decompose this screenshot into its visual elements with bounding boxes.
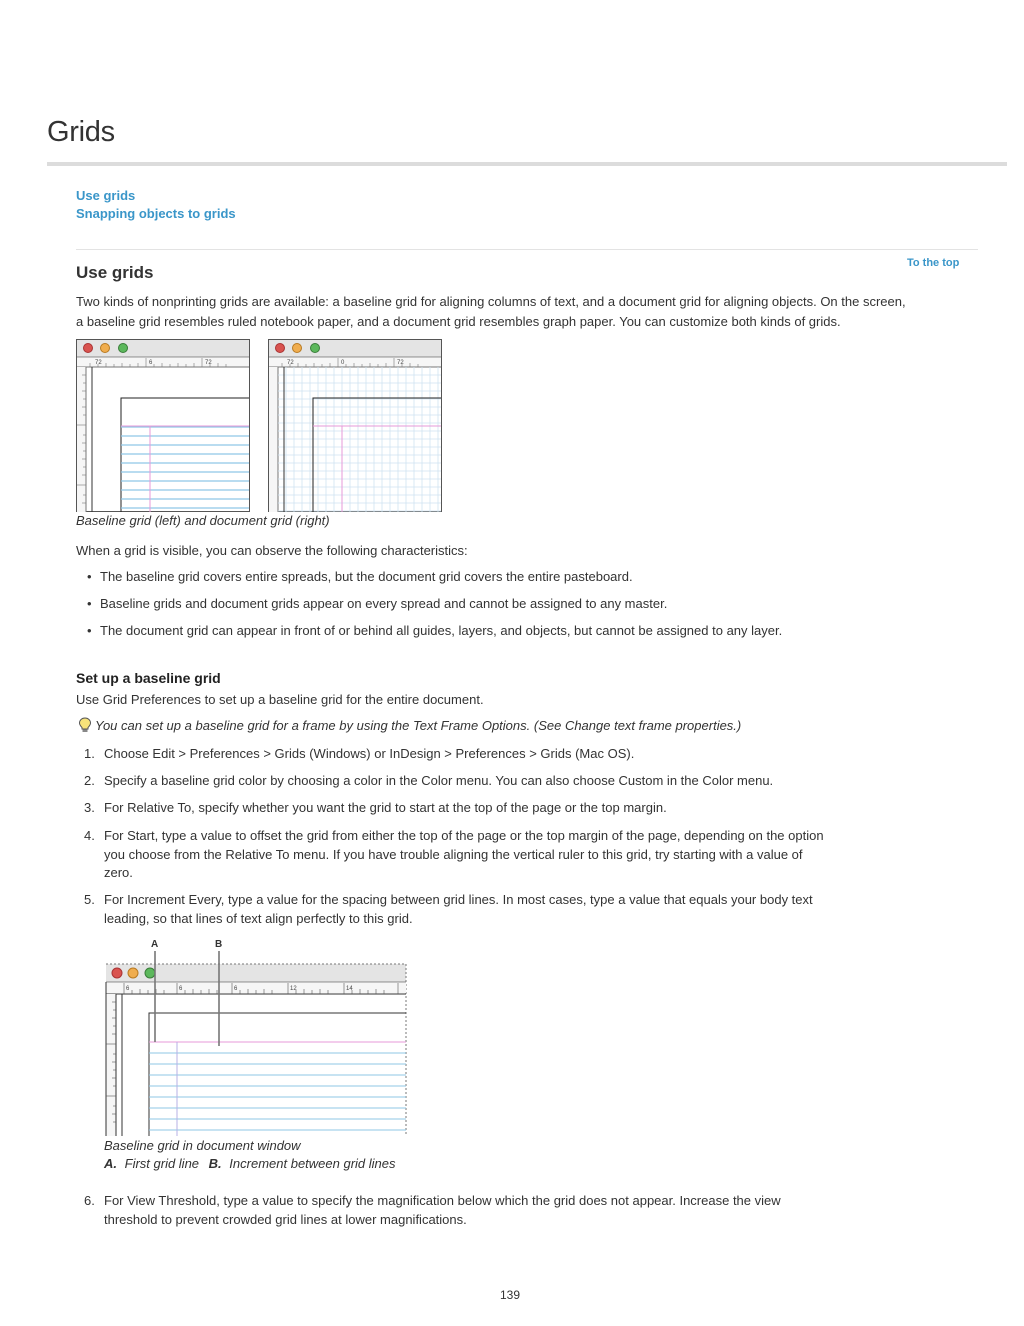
baseline-grid-window-figure [104,936,410,1138]
lightbulb-icon [78,717,92,733]
step-number: 1. [84,746,95,761]
figure2-caption: Baseline grid in document window [104,1138,301,1153]
ruler-label: 6 [149,360,153,366]
ruler-label: 6 [234,986,238,992]
step-number: 3. [84,800,95,815]
baseline-grid-figure [76,339,251,513]
close-button-icon [84,344,93,353]
ruler-label: 6 [126,986,130,992]
minimize-button-icon [101,344,110,353]
close-button-icon [276,344,285,353]
close-button-icon [112,968,122,978]
list-item-text: The document grid can appear in front of or behind all guides, layers, and objects, but cannot be assigned to any layer. [100,623,783,638]
step-line: Choose Edit > Preferences > Grids (Windows) or InDesign > Preferences > Grids (Mac OS). [104,746,635,761]
step-number: 6. [84,1193,95,1208]
step-number: 5. [84,892,95,907]
to-the-top-link[interactable]: To the top [907,257,960,269]
legend-text-b: Increment between grid lines [229,1156,396,1171]
ruler-label: 6 [179,986,183,992]
ruler-label: 12 [290,986,297,992]
step-line: For Start, type a value to offset the grid from either the top of the page or the top margin of the page, depending on the option [104,828,824,843]
characteristics-intro: When a grid is visible, you can observe the following characteristics: [76,543,468,558]
step-number: 4. [84,828,95,843]
zoom-button-icon [119,344,128,353]
intro-line-2: a baseline grid resembles ruled notebook paper, and a document grid resembles graph paper. You can customize both kinds of grids. [76,314,841,329]
subsection-heading-baseline-grid: Set up a baseline grid [76,670,221,686]
callout-b: B [215,939,223,950]
list-item-text: Baseline grids and document grids appear on every spread and cannot be assigned to any master. [100,596,668,611]
minimize-button-icon [293,344,302,353]
step-line: zero. [104,865,133,880]
zoom-button-icon [145,968,155,978]
ruler-label: 14 [346,986,353,992]
ruler-label: 72 [397,360,404,366]
step-line: threshold to prevent crowded grid lines at lower magnifications. [104,1211,467,1227]
callout-a: A [151,939,159,950]
list-item-text: The baseline grid covers entire spreads, but the document grid covers the entire pasteboard. [100,569,633,584]
list-item: • The baseline grid covers entire spreads, but the document grid covers the entire pasteboard. [87,569,633,584]
step-line: For Increment Every, type a value for the spacing between grid lines. In most cases, type a value that equals your body text [104,892,813,907]
ruler-label: 0 [341,360,345,366]
zoom-button-icon [311,344,320,353]
ruler-label: 72 [205,360,212,366]
ruler-label: 72 [287,360,294,366]
title-divider [47,162,1007,166]
figure2-legend [104,1156,396,1171]
intro-line-1: Two kinds of nonprinting grids are available: a baseline grid for aligning columns of text, and a document grid for aligning objects. On the screen, [76,294,906,309]
list-item: • Baseline grids and document grids appear on every spread and cannot be assigned to any master. [87,596,668,611]
minimize-button-icon [128,968,138,978]
page-title: Grids [47,116,115,148]
document-grid-figure [268,339,443,513]
step-line: For View Threshold, type a value to specify the magnification below which the grid does not appear. Increase the view [104,1193,781,1208]
step-line: For Relative To, specify whether you want the grid to start at the top of the page or the top margin. [104,800,667,815]
step-line: you choose from the Relative To menu. If you have trouble aligning the vertical ruler to this grid, try starting with a value of [104,846,803,862]
toc-link-snapping-objects[interactable]: Snapping objects to grids [76,206,236,221]
legend-text-a: First grid line [124,1156,200,1171]
legend-key-b: B. [208,1156,222,1171]
figure1-caption: Baseline grid (left) and document grid (right) [76,513,330,528]
step-line: leading, so that lines of text align perfectly to this grid. [104,910,413,926]
toc-link-use-grids[interactable]: Use grids [76,188,136,203]
page-number: 139 [500,1288,521,1302]
tip-note [78,717,741,733]
baseline-intro: Use Grid Preferences to set up a baseline grid for the entire document. [76,692,484,707]
section-heading-use-grids: Use grids [76,263,154,282]
section-divider [76,249,978,250]
list-item: • The document grid can appear in front of or behind all guides, layers, and objects, but cannot be assigned to any layer. [87,623,783,638]
ruler-label: 72 [95,360,102,366]
legend-key-a: A. [104,1156,117,1171]
step-number: 2. [84,773,95,788]
tip-text: You can set up a baseline grid for a frame by using the Text Frame Options. (See Change text frame properties.) [95,718,742,733]
step-line: Specify a baseline grid color by choosing a color in the Color menu. You can also choose Custom in the Color menu. [104,773,774,788]
